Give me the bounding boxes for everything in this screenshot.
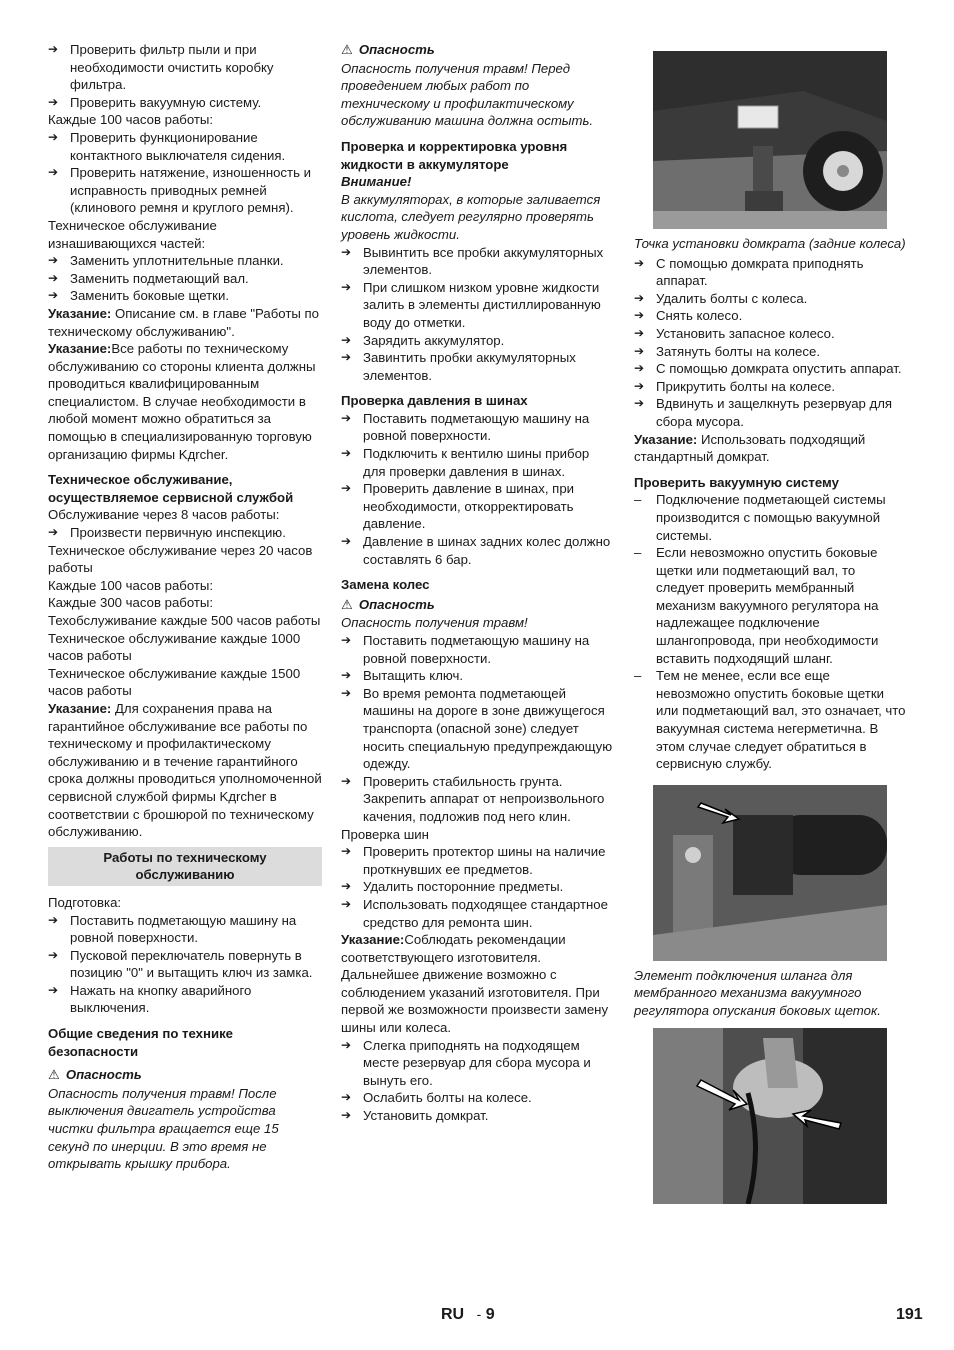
list-item: – Подключение подметающей системы производится с помощью вакуумной системы.	[634, 491, 906, 544]
list-item: – Если невозможно опустить боковые щетки или подметающий вал, то следует проверить мембранный механизм вакуумного регулятора на надлежащее подключение шлангопровода, при необходимости вставить подходящий шланг.	[634, 544, 906, 667]
column-3	[634, 41, 906, 1204]
section-heading: Проверка и корректировка уровня жидкости в аккумуляторе	[341, 138, 568, 172]
step: ➔ Вдвинуть и защелкнуть резервуар для сбора мусора.	[634, 395, 906, 430]
section-page-number: 9	[485, 1306, 495, 1323]
text-line: Техническое обслуживание каждые 1500 часов работы	[48, 665, 301, 699]
page-number: 191	[896, 1306, 923, 1323]
step: ➔ Ослабить болты на колесе.	[341, 1089, 613, 1107]
text-line: Обслуживание через 8 часов работы:	[48, 507, 280, 523]
list-item: – Тем не менее, если все еще невозможно опустить боковые щетки или подметающий вал, это означает, что вакуумная система негерметична. В этом случае следует обратиться в сервисную службу.	[634, 667, 906, 773]
hose-connection-photo	[653, 785, 887, 961]
step: ➔ Удалить болты с колеса.	[634, 290, 906, 308]
text-line: Каждые 100 часов работы:	[48, 112, 214, 128]
text-line: Каждые 300 часов работы:	[48, 595, 214, 611]
column-2	[341, 41, 613, 1125]
step: ➔ Заменить боковые щетки.	[48, 287, 322, 305]
warning-triangle-icon: ⚠	[48, 1068, 60, 1084]
step: ➔ Прикрутить болты на колесе.	[634, 378, 906, 396]
note-text: Соблюдать рекомендации соответствующего изготовителя. Дальнейшее движение возможно с соблюдением указаний изготовителя. При первой же возможности произвести замену шины или колеса.	[341, 932, 609, 1036]
text-line: Подготовка:	[48, 894, 122, 910]
step: ➔ Снять колесо.	[634, 307, 906, 325]
attention-label: Внимание!	[341, 174, 412, 190]
step: ➔ Использовать подходящее стандартное средство для ремонта шин.	[341, 896, 613, 931]
note-text: Использовать подходящий стандартный домкрат.	[634, 431, 866, 465]
step: ➔ Заменить подметающий вал.	[48, 270, 322, 288]
attention-text: В аккумуляторах, в которые заливается кислота, следует регулярно проверять уровень жидкости.	[341, 191, 601, 242]
note-text: Описание см. в главе "Работы по техническому обслуживанию".	[48, 305, 320, 339]
step: ➔ Нажать на кнопку аварийного выключения.	[48, 982, 322, 1017]
jack-point-photo	[653, 51, 887, 229]
step: ➔ Слегка приподнять на подходящем месте резервуар для сбора мусора и вынуть его.	[341, 1037, 613, 1090]
step: ➔ С помощью домкрата приподнять аппарат.	[634, 255, 906, 290]
text-line: Техническое обслуживание через 20 часов работы	[48, 542, 313, 576]
danger-text: Опасность получения травм!	[341, 615, 528, 631]
section-heading: Общие сведения по технике безопасности	[48, 1026, 234, 1059]
step: ➔ Во время ремонта подметающей машины на дороге в зоне движущегося транспорта (опасной зоне) следует носить специальную предупреждающую одежду.	[341, 685, 613, 773]
step: ➔ Удалить посторонние предметы.	[341, 878, 613, 896]
note-label: Указание:	[48, 341, 112, 357]
photo-caption: Точка установки домкрата (задние колеса)	[634, 236, 906, 251]
step: ➔ Подключить к вентилю шины прибор для проверки давления в шинах.	[341, 445, 613, 480]
note-text: Все работы по техническому обслуживанию со стороны клиента должны проводиться квалифицированным специалистом. В случае необходимости в любой момент можно обратиться за помощью в специализированную торговую организацию фирмы Kдrcher.	[48, 341, 316, 462]
danger-heading	[341, 41, 613, 60]
step: ➔ Установить запасное колесо.	[634, 325, 906, 343]
note-label: Указание:	[634, 431, 698, 447]
section-heading: Техническое обслуживание, осуществляемое сервисной службой	[48, 472, 294, 505]
danger-label: Опасность	[65, 1067, 142, 1083]
step: ➔ Пусковой переключатель повернуть в позицию "0" и вытащить ключ из замка.	[48, 947, 322, 982]
step: ➔ Проверить давление в шинах, при необходимости, откорректировать давление.	[341, 480, 613, 533]
step: ➔ Поставить подметающую машину на ровной поверхности.	[341, 632, 613, 667]
step: ➔ Произвести первичную инспекцию.	[48, 524, 322, 542]
step: ➔ Проверить натяжение, изношенность и исправность приводных ремней (клинового ремня и круглого ремня).	[48, 164, 322, 217]
step: ➔ Проверить протектор шины на наличие проткнувших ее предметов.	[341, 843, 613, 878]
note-label: Указание:	[341, 932, 405, 948]
chapter-heading-box: Работы по техническому обслуживанию	[48, 847, 322, 886]
note	[48, 305, 322, 340]
column-1	[48, 41, 322, 1173]
text-line: Каждые 100 часов работы:	[48, 577, 214, 593]
step: ➔ Зарядить аккумулятор.	[341, 332, 613, 350]
step: ➔ Поставить подметающую машину на ровной поверхности.	[48, 912, 322, 947]
membrane-photo-illustration	[653, 1028, 887, 1204]
step: ➔ Затянуть болты на колесе.	[634, 343, 906, 361]
step: ➔ С помощью домкрата опустить аппарат.	[634, 360, 906, 378]
section-heading: Проверить вакуумную систему	[634, 474, 839, 490]
text-line: Техобслуживание каждые 500 часов работы	[48, 613, 321, 628]
step: ➔ Проверить фильтр пыли и при необходимости очистить коробку фильтра.	[48, 41, 322, 94]
danger-text: Опасность получения травм! После выключения двигатель устройства чистки фильтра вращается еще 15 секунд по инерции. В это время не открывать крышку прибора.	[48, 1085, 279, 1172]
note	[48, 340, 322, 463]
footer-language	[441, 1306, 495, 1324]
text-line: Техническое обслуживание каждые 1000 часов работы	[48, 630, 301, 664]
photo-caption: Элемент подключения шланга для мембранного механизма вакуумного регулятора опускания боковых щеток.	[634, 967, 881, 1018]
section-heading: Замена колес	[341, 577, 430, 593]
membrane-regulator-photo	[653, 1028, 887, 1204]
text-line: Проверка шин	[341, 826, 429, 842]
step: ➔ Вывинтить все пробки аккумуляторных элементов.	[341, 244, 613, 279]
hose-photo-illustration	[653, 785, 887, 961]
note-label: Указание:	[48, 305, 112, 321]
note-text: Для сохранения права на гарантийное обслуживание все работы по техническому и профилактическому обслуживанию и в течение гарантийного срока должны проводиться уполномоченной сервисной службой фирмы Kдrcher в соответствии с брошюрой по техническому обслуживанию.	[48, 700, 322, 840]
footer-separator: -	[476, 1306, 482, 1322]
step: ➔ Вытащить ключ.	[341, 667, 613, 685]
step: ➔ Поставить подметающую машину на ровной поверхности.	[341, 410, 613, 445]
warning-triangle-icon: ⚠	[341, 43, 353, 58]
step: ➔ Заменить уплотнительные планки.	[48, 252, 322, 270]
danger-label: Опасность	[358, 42, 435, 57]
text-line: Техническое обслуживание изнашивающихся частей:	[48, 217, 217, 251]
warning-triangle-icon: ⚠	[341, 597, 353, 613]
step: ➔ Проверить функционирование контактного выключателя сидения.	[48, 129, 322, 164]
step: ➔ Установить домкрат.	[341, 1107, 613, 1125]
step: ➔ Завинтить пробки аккумуляторных элементов.	[341, 349, 613, 384]
note	[48, 700, 322, 841]
step: ➔ При слишком низком уровне жидкости залить в элементы дистиллированную воду до отметки.	[341, 279, 613, 332]
step: ➔ Давление в шинах задних колес должно составлять 6 бар.	[341, 533, 613, 568]
section-heading: Проверка давления в шинах	[341, 393, 528, 409]
note	[341, 931, 613, 1037]
step: ➔ Проверить вакуумную систему.	[48, 94, 322, 112]
danger-label: Опасность	[358, 596, 435, 612]
danger-heading	[48, 1066, 322, 1085]
step: ➔ Проверить стабильность грунта. Закрепить аппарат от непроизвольного качения, подложив под него клин.	[341, 773, 613, 826]
note	[634, 431, 906, 466]
danger-heading	[341, 596, 613, 615]
danger-text: Опасность получения травм! Перед проведением любых работ по техническому и профилактическому обслуживанию машина должна остыть.	[341, 60, 594, 129]
jack-photo-illustration	[653, 51, 887, 229]
language-code: RU	[441, 1306, 465, 1323]
note-label: Указание:	[48, 700, 112, 716]
